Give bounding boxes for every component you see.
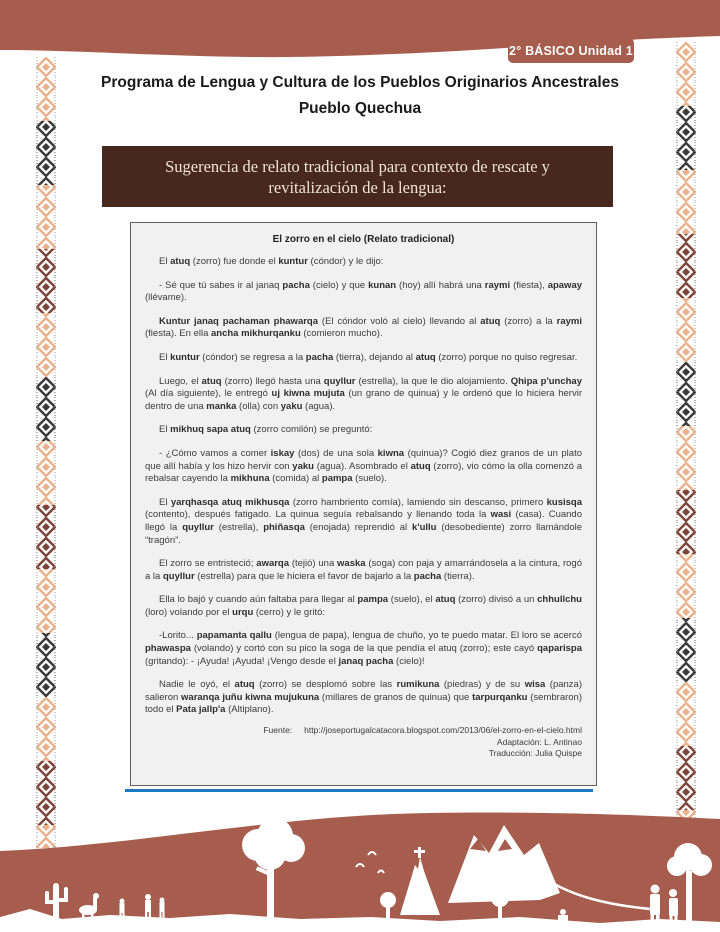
story-paragraph: El mikhuq sapa atuq (zorro comilón) se preguntó: bbox=[159, 424, 373, 436]
story-paragraph: Luego, el atuq (zorro) llegó hasta una quyllur (estrella), la que le dio alojamiento. Qhipa p'unchay (Al día siguiente), le entregó uj kiwna mujuta (un grano de quinua) y le ordenó que lo hiciera hervir dentro de una manka (olla) con yaku (agua). bbox=[145, 375, 582, 412]
source-block bbox=[145, 725, 582, 760]
story-paragraph: -Lorito... papamanta qallu (lengua de papa), lengua de chuño, yo te puedo matar. El loro se acercó phawaspa (volando) y cortó con su pico la soga de la que pendía el atuq (zorro); este cayó qaparispa (gritando): - ¡Ayuda! ¡Ayuda! ¡Vengo desde el janaq pacha (cielo)! bbox=[145, 630, 582, 667]
adaptation-line: Adaptación: L. Antinao bbox=[496, 736, 582, 747]
unit-badge-label: 2° BÁSICO Unidad 1 bbox=[509, 43, 633, 58]
story-paragraphs bbox=[145, 256, 582, 717]
story-paragraph: El kuntur (cóndor) se regresa a la pacha (tierra), dejando al atuq (zorro) porque no quiso regresar. bbox=[159, 351, 578, 363]
textile-border-right-icon bbox=[676, 42, 696, 820]
unit-badge bbox=[508, 38, 634, 63]
program-title: Programa de Lengua y Cultura de los Pueblos Originarios Ancestrales bbox=[101, 74, 619, 91]
story-paragraph: Nadie le oyó, el atuq (zorro) se desplomó sobre las rumikuna (piedras) y de su wisa (panza) salieron waranqa juñu kiwna mujukuna (millares de granos de quinua) que tarpurqanku (sembraron) todo el Pata jallp'a (Altiplano). bbox=[145, 679, 582, 716]
source-url: http://joseportugalcatacora.blogspot.com/2013/06/el-zorro-en-el-cielo.html bbox=[304, 725, 582, 736]
textile-border-left-icon bbox=[36, 57, 56, 848]
source-line bbox=[145, 725, 582, 737]
story-box bbox=[130, 222, 597, 786]
story-paragraph: El yarqhasqa atuq mikhusqa (zorro hambriento comía), lamiendo sin descanso, primero kusisqa (contento), después fatigado. La quinua seguía rebalsando y llenando toda la wasi (casa). Cuando llegó la quyllur (estrella), phiñasqa (enojada) reprendió al k'ullu (desobediente) zorro llamándole “tragón”. bbox=[145, 496, 583, 546]
translation-line: Traducción: Julia Quispe bbox=[488, 748, 582, 759]
story-paragraph: El atuq (zorro) fue donde el kuntur (cóndor) y le dijo: bbox=[159, 256, 384, 267]
pueblo-title: Pueblo Quechua bbox=[298, 100, 422, 117]
story-paragraph: Ella lo bajó y cuando aún faltaba para llegar al pampa (suelo), el atuq (zorro) divisó a un chhullchu (loro) volando por el urqu (cerro) y le gritó: bbox=[145, 594, 582, 618]
section-banner bbox=[102, 146, 613, 207]
bottom-scene-decoration bbox=[0, 805, 720, 932]
bottom-band-shape bbox=[0, 813, 720, 932]
source-label: Fuente: bbox=[263, 725, 293, 736]
story-paragraph: - Sé que tú sabes ir al janaq pacha (cielo) y que kunan (hoy) allí habrá una raymi (fiesta), apaway (llévame). bbox=[145, 279, 583, 304]
story-title: El zorro en el cielo (Relato tradicional) bbox=[272, 234, 455, 245]
section-banner-text: Sugerencia de relato tradicional para contexto de rescate y revitalización de la lengua: bbox=[165, 156, 550, 197]
blue-divider bbox=[125, 789, 593, 792]
story-paragraph: El zorro se entristeció; awarqa (tejió) una waska (soga) con paja y amarrándosela a la cintura, rogó a la quyllur (estrella) para que le hiciera el favor de bajarlo a la pacha (tierra). bbox=[145, 558, 582, 582]
story-paragraph: Kuntur janaq pachaman phawarqa (El cóndor voló al cielo) llevando al atuq (zorro) a la raymi (fiesta). En ella ancha mikhurqanku (comieron mucho). bbox=[145, 315, 582, 340]
story-paragraph: - ¿Cómo vamos a comer iskay (dos) de una sola kiwna (quinua)? Cogió diez granos de un plato que allí había y los hizo hervir con yaku (agua). Asombrado el atuq (zorro), vio cómo la olla comenzó a rebalsar cayendo la mikhuna (comida) al pampa (suelo). bbox=[145, 447, 583, 485]
